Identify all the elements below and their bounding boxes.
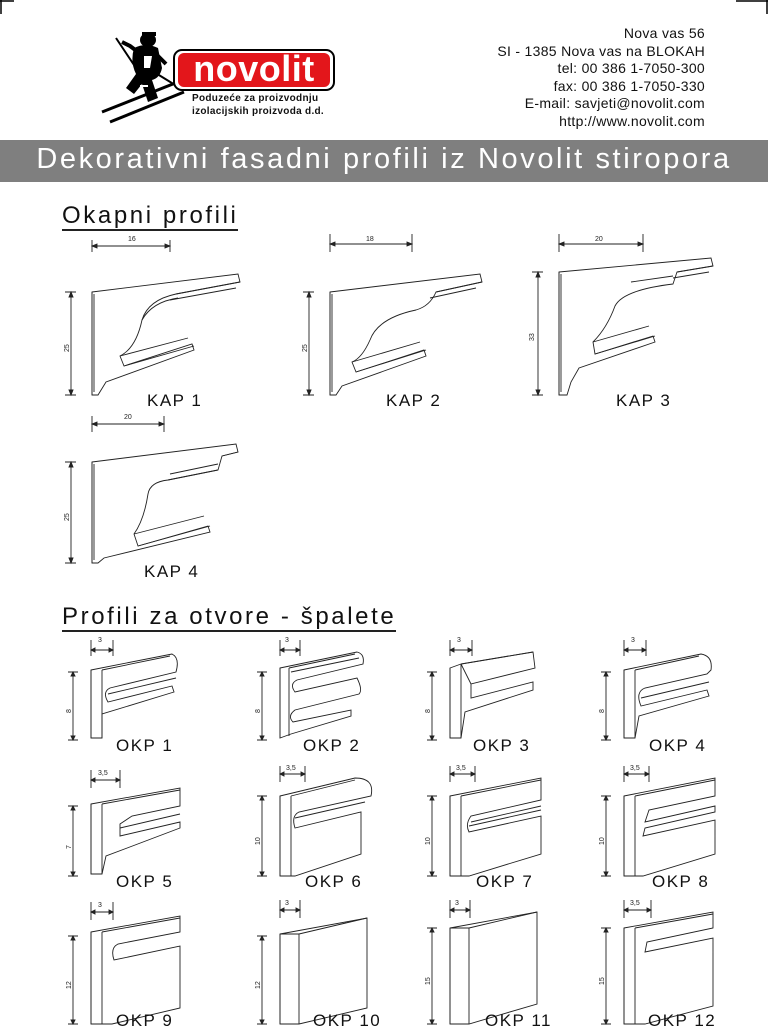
kap-label: KAP 4	[144, 562, 200, 581]
okp-label: OKP 1	[116, 736, 174, 755]
okp-width-dim: 3,5	[630, 765, 640, 772]
okp-profile-drawing	[421, 898, 551, 1024]
okp-width-dim: 3	[285, 637, 289, 644]
okp-height-dim: 8	[599, 709, 606, 713]
crop-mark-top-left	[0, 0, 20, 20]
title-banner	[0, 140, 768, 182]
okp-height-dim: 7	[66, 845, 73, 849]
kap-profile-drawing	[58, 408, 248, 568]
okp-width-dim: 3	[457, 637, 461, 644]
contact-fax: fax: 00 386 1-7050-330	[553, 77, 705, 94]
brand-wordmark: novolit	[193, 48, 315, 89]
okp-width-dim: 3	[98, 637, 102, 644]
kap-label: KAP 2	[386, 391, 442, 410]
okp-profile-drawing	[595, 634, 725, 744]
okp-label: OKP 7	[476, 872, 534, 891]
okp-profile-drawing	[595, 898, 725, 1024]
contact-info	[497, 25, 705, 131]
section-title-okapni: Okapni profili	[62, 202, 239, 229]
okp-profile-drawing	[595, 766, 725, 882]
okp-label: OKP 10	[313, 1011, 382, 1030]
okp-profile-drawing	[251, 898, 381, 1024]
banner-title: Dekorativni fasadni profili iz Novolit stiropora	[36, 143, 732, 175]
kap-label: KAP 1	[147, 391, 203, 410]
crop-mark-top-right	[736, 0, 768, 20]
okp-profile-drawing	[251, 634, 381, 744]
kap-width-dim: 16	[128, 236, 136, 243]
okp-height-dim: 8	[425, 709, 432, 713]
okp-height-dim: 10	[425, 837, 432, 845]
okp-label: OKP 4	[649, 736, 707, 755]
okp-label: OKP 12	[648, 1011, 717, 1030]
kap-height-dim: 33	[529, 333, 536, 341]
okp-height-dim: 12	[255, 981, 262, 989]
contact-city: SI - 1385 Nova vas na BLOKAH	[497, 42, 705, 59]
okp-height-dim: 8	[66, 709, 73, 713]
okp-label: OKP 9	[116, 1011, 174, 1030]
okp-height-dim: 15	[425, 977, 432, 985]
okp-label: OKP 2	[303, 736, 361, 755]
okp-width-dim: 3,5	[98, 770, 108, 777]
okp-label: OKP 3	[473, 736, 531, 755]
okp-width-dim: 3,5	[630, 900, 640, 907]
kap-profile-drawing	[58, 232, 248, 402]
okp-label: OKP 8	[652, 872, 710, 891]
kap-label: KAP 3	[616, 391, 672, 410]
tagline-line-1: Poduzeće za proizvodnju	[192, 93, 319, 104]
okp-width-dim: 3,5	[286, 765, 296, 772]
contact-website[interactable]: http://www.novolit.com	[559, 112, 705, 129]
kap-width-dim: 20	[595, 236, 603, 243]
kap-height-dim: 25	[64, 344, 71, 352]
kap-height-dim: 25	[302, 344, 309, 352]
okp-profile-drawing	[62, 766, 192, 882]
okp-profile-drawing	[62, 898, 192, 1024]
okp-height-dim: 15	[599, 977, 606, 985]
kap-width-dim: 20	[124, 414, 132, 421]
okp-profile-drawing	[421, 766, 551, 882]
kap-width-dim: 18	[366, 236, 374, 243]
okp-height-dim: 8	[255, 709, 262, 713]
novolit-logo	[100, 28, 350, 128]
kap-profile-drawing	[296, 232, 486, 402]
okp-width-dim: 3	[285, 900, 289, 907]
okp-width-dim: 3	[455, 900, 459, 907]
okp-width-dim: 3	[631, 637, 635, 644]
okp-width-dim: 3	[98, 902, 102, 909]
contact-email[interactable]: E-mail: savjeti@novolit.com	[524, 95, 705, 112]
okp-width-dim: 3,5	[456, 765, 466, 772]
okp-label: OKP 11	[485, 1011, 552, 1030]
kap-profile-drawing	[523, 232, 723, 402]
okp-label: OKP 5	[116, 872, 174, 891]
kap-height-dim: 25	[64, 513, 71, 521]
okp-height-dim: 10	[255, 837, 262, 845]
okp-profile-drawing	[62, 634, 192, 744]
contact-tel: tel: 00 386 1-7050-300	[557, 60, 705, 77]
okp-height-dim: 10	[599, 837, 606, 845]
contact-address: Nova vas 56	[623, 25, 705, 41]
okp-profile-drawing	[251, 766, 381, 882]
section-title-otvore: Profili za otvore - špalete	[62, 603, 397, 630]
okp-height-dim: 12	[66, 981, 73, 989]
okp-profile-drawing	[421, 634, 551, 744]
tagline-line-2: izolacijskih proizvoda d.d.	[192, 106, 325, 117]
okp-label: OKP 6	[305, 872, 363, 891]
